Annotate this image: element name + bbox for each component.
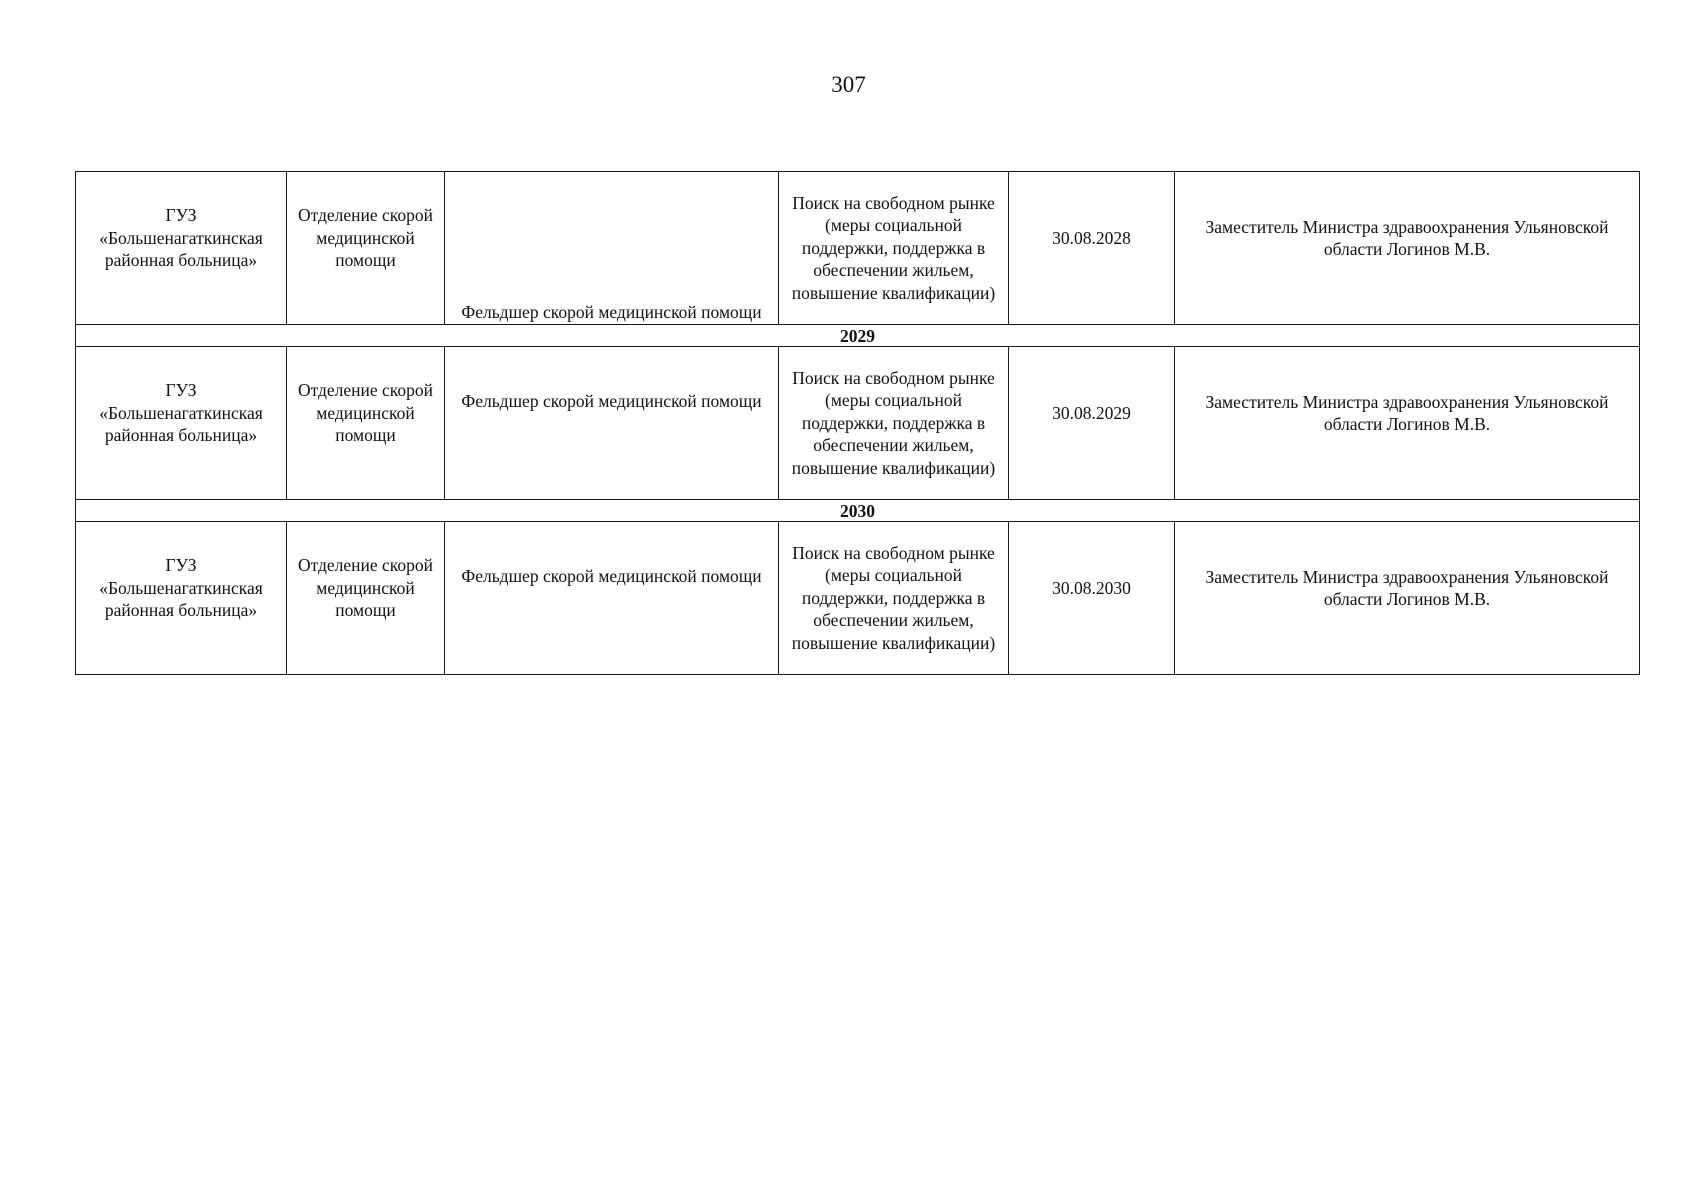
position-cell (445, 172, 779, 325)
responsible-text: Заместитель Министра здравоохранения Ульяновской области Логинов М.В. (1205, 216, 1609, 259)
department-text: Отделение скорой медицинской помощи (297, 555, 434, 621)
organization-text: ГУЗ «Большенагаткинская районная больница» (99, 555, 263, 621)
measures-text: Поиск на свободном рынке (меры социальной поддержки, поддержка в обеспечении жильем, повышение квалификации) (791, 192, 996, 303)
page-number: 307 (831, 72, 866, 97)
organization-cell (76, 172, 287, 325)
responsible-text: Заместитель Министра здравоохранения Ульяновской области Логинов М.В. (1205, 566, 1609, 609)
organization-text: ГУЗ «Большенагаткинская районная больница» (99, 380, 263, 446)
staffing-plan-table (75, 171, 1640, 675)
table-row (76, 172, 1640, 325)
position-cell (445, 347, 779, 500)
organization-cell (76, 347, 287, 500)
measures-cell (779, 522, 1009, 675)
table-row (76, 522, 1640, 675)
position-cell (445, 522, 779, 675)
position-text: Фельдшер скорой медицинской помощи (461, 390, 762, 411)
position-text: Фельдшер скорой медицинской помощи (461, 565, 762, 586)
deadline-cell (1009, 172, 1175, 325)
responsible-cell (1175, 172, 1640, 325)
deadline-text: 30.08.2029 (1052, 402, 1131, 423)
department-text: Отделение скорой медицинской помощи (297, 205, 434, 271)
deadline-text: 30.08.2028 (1052, 227, 1131, 248)
measures-text: Поиск на свободном рынке (меры социальной поддержки, поддержка в обеспечении жильем, повышение квалификации) (791, 367, 996, 478)
deadline-cell (1009, 347, 1175, 500)
deadline-cell (1009, 522, 1175, 675)
measures-text: Поиск на свободном рынке (меры социальной поддержки, поддержка в обеспечении жильем, повышение квалификации) (791, 542, 996, 653)
deadline-text: 30.08.2030 (1052, 577, 1131, 598)
department-cell (287, 347, 445, 500)
responsible-cell (1175, 522, 1640, 675)
measures-cell (779, 172, 1009, 325)
year-label: 2029 (76, 325, 1640, 347)
responsible-text: Заместитель Министра здравоохранения Ульяновской области Логинов М.В. (1205, 391, 1609, 434)
department-cell (287, 522, 445, 675)
position-text: Фельдшер скорой медицинской помощи (461, 301, 762, 322)
table-row (76, 347, 1640, 500)
organization-cell (76, 522, 287, 675)
department-text: Отделение скорой медицинской помощи (297, 380, 434, 446)
department-cell (287, 172, 445, 325)
responsible-cell (1175, 347, 1640, 500)
year-label: 2030 (76, 500, 1640, 522)
organization-text: ГУЗ «Большенагаткинская районная больница» (99, 205, 263, 271)
measures-cell (779, 347, 1009, 500)
year-separator-row (76, 500, 1640, 522)
year-separator-row (76, 325, 1640, 347)
